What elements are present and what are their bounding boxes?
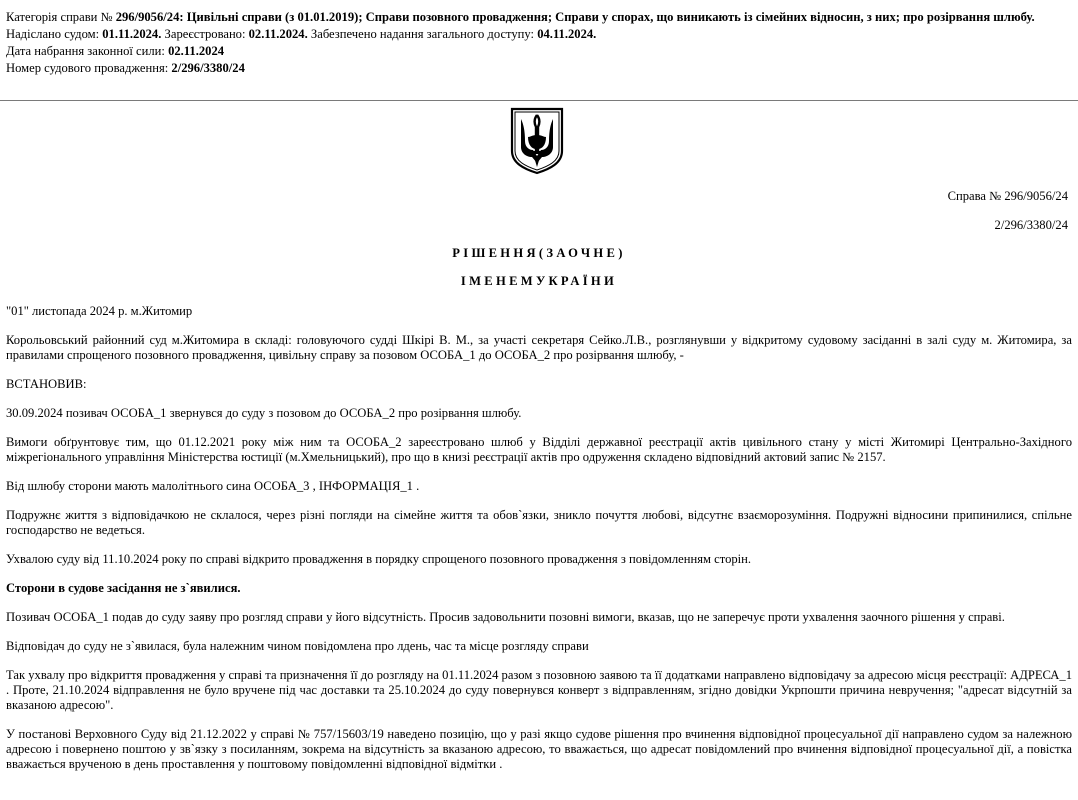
case-category — [6, 10, 1070, 25]
paragraph-supreme-court: У постанові Верховного Суду від 21.12.2022 у справі № 757/15603/19 наведено позицію, що у разі якщо судове рішення про вчинення відповідної процесуальної дії направлено судом за належною адресою і повернено поштою у зв`язку з посиланням, зокрема на відсутність за вказаною адресою, то вважається, що адресат повідомлений про вчинення відповідної процесуальної дії, а повістка вважається врученою в день проставлення у поштовому повідомленні відповідної відмітки . — [6, 727, 1072, 771]
paragraph-family-life: Подружнє життя з відповідачкою не склалося, через різні погляди на сімейне життя та обов`язки, зникло почуття любові, відсутнє взаєморозуміння. Подружні відносини припинилися, спільне господарство не ведеться. — [6, 508, 1072, 537]
effective-date-line — [6, 44, 1070, 59]
document-body — [6, 304, 1072, 786]
proceeding-label: Номер судового провадження: — [6, 61, 172, 75]
parties-absent-heading: Сторони в судове засідання не з`явилися. — [6, 581, 241, 595]
established-heading: ВСТАНОВИВ: — [6, 377, 87, 391]
access-date: 04.11.2024. — [537, 27, 597, 41]
paragraph-child: Від шлюбу сторони мають малолітнього сина ОСОБА_3 , ІНФОРМАЦІЯ_1 . — [6, 479, 420, 493]
sent-date: 01.11.2024. — [102, 27, 162, 41]
date-place: "01" листопада 2024 р. м.Житомир — [6, 304, 193, 318]
paragraph-proceedings-opened: Ухвалою суду від 11.10.2024 року по справі відкрито провадження в порядку спрощеного позовного провадження з повідомленням сторін. — [6, 552, 752, 566]
access-label: Забезпечено надання загального доступу: — [307, 27, 538, 41]
header-divider — [0, 100, 1078, 101]
case-number: Справа № 296/9056/24 — [947, 189, 1068, 203]
case-category-label: Категорія справи № — [6, 10, 116, 24]
effective-date: 02.11.2024 — [168, 44, 225, 58]
document-title: РІШЕННЯ(ЗАОЧНЕ) — [452, 246, 626, 260]
registered-date: 02.11.2024. — [248, 27, 308, 41]
proceeding-number-right: 2/296/3380/24 — [994, 218, 1068, 232]
effective-label: Дата набрання законної сили: — [6, 44, 169, 58]
court-composition: Корольовський районний суд м.Житомира в складі: головуючого судді Шкірі В. М., за участі секретаря Сейко.Л.В., розглянувши у відкритому судовому засіданні в залі суду м. Житомира, за правилами спрощеного позовного провадження, цивільну справу за позовом ОСОБА_1 до ОСОБА_2 про розірвання шлюбу, - — [6, 333, 1072, 362]
proceeding-number: 2/296/3380/24 — [171, 61, 245, 75]
proceeding-number-line — [6, 61, 1070, 76]
case-dates — [6, 27, 1070, 42]
document-subtitle: ІМЕНЕМУКРАЇНИ — [460, 274, 618, 288]
registered-label: Зареєстровано: — [161, 27, 249, 41]
paragraph-defendant-absent: Відповідач до суду не з`явилася, була належним чином повідомлена про лдень, час та місце розгляду справи — [6, 639, 589, 653]
trident-coat-of-arms-icon — [510, 107, 564, 175]
paragraph-claim-filed: 30.09.2024 позивач ОСОБА_1 звернувся до суду з позовом до ОСОБА_2 про розірвання шлюбу. — [6, 406, 522, 420]
case-category-value: 296/9056/24: Цивільні справи (з 01.01.2019); Справи позовного провадження; Справи у спорах, що виникають із сімейних відносин, з них; про розірвання шлюбу. — [115, 10, 1035, 24]
paragraph-notice-sent: Так ухвалу про відкриття провадження у справі та призначення її до розгляду на 01.11.2024 разом з позовною заявою та її додатками направлено відповідачу за адресою місця реєстрації: АДРЕСА_1 . Проте, 21.10.2024 відправлення не було вручене під час доставки та 25.10.2024 до суду повернувся конверт з відправленням, згідно довідки Укрпошти причина невручення; "адресат відсутній за вказаною адресою". — [6, 668, 1072, 712]
case-metadata — [6, 10, 1070, 78]
sent-label: Надіслано судом: — [6, 27, 103, 41]
paragraph-grounds: Вимоги обґрунтовує тим, що 01.12.2021 року між ним та ОСОБА_2 зареєстровано шлюб у Відділі державної реєстрації актів цивільного стану у місті Житомирі Центрально-Західного міжрегіонального управління Міністерства юстиції (м.Хмельницький), про що в книзі реєстрації актів про одруження складено відповідний актовий запис № 2157. — [6, 435, 1072, 464]
paragraph-plaintiff-request: Позивач ОСОБА_1 подав до суду заяву про розгляд справи у його відсутність. Просив задовольнити позовні вимоги, вказав, що не заперечує проти ухвалення заочного рішення у справі. — [6, 610, 1005, 624]
